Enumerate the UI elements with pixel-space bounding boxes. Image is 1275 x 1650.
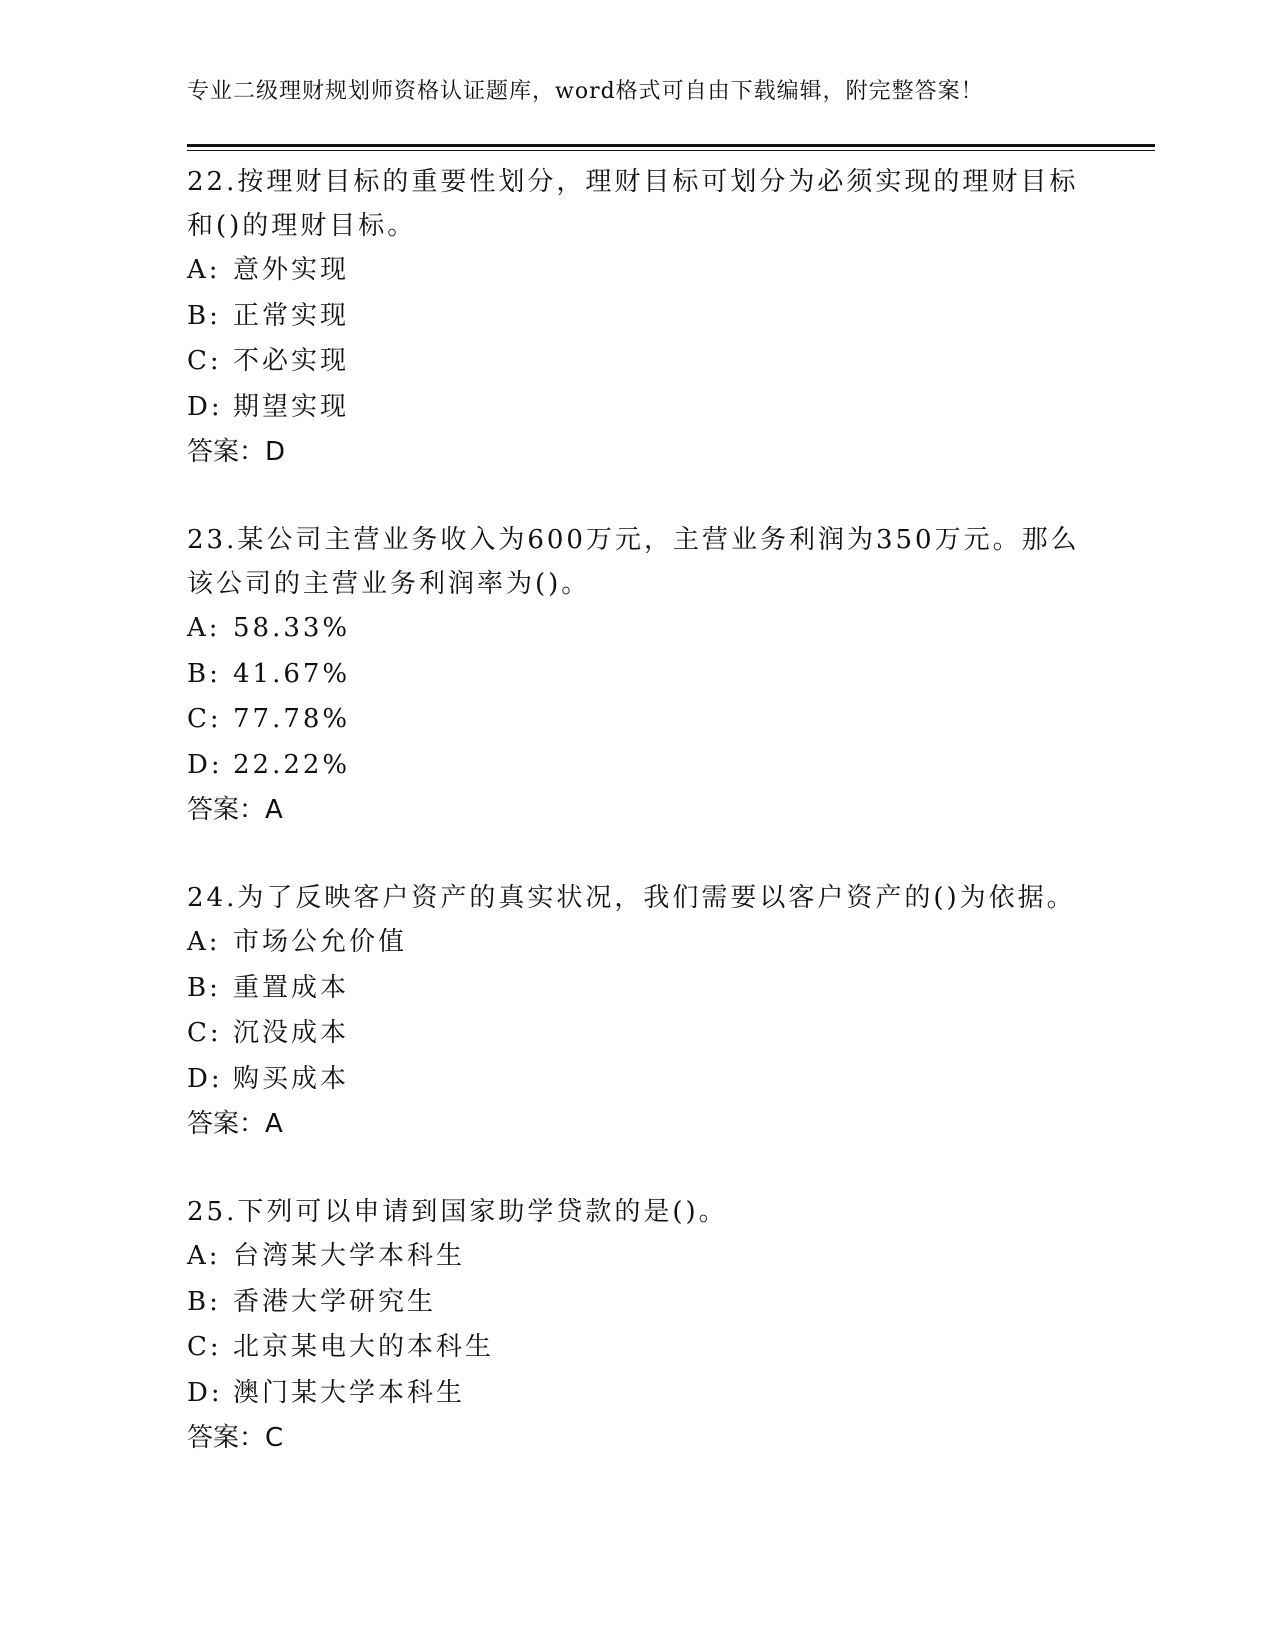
answer-line: 答案：A [187,1109,283,1139]
question-stem: 24.为了反映客户资产的真实状况，我们需要以客户资产的()为依据。 [187,883,1076,913]
option-text: 市场公允价值 [233,927,408,957]
option-b [187,294,1087,340]
option-letter: D: [187,1377,223,1408]
option-c [187,697,1087,743]
option-letter: B: [187,972,221,1003]
answer-line: 答案：C [187,1423,284,1453]
question-25 [187,1190,1087,1461]
answer-line: 答案：A [187,795,283,825]
option-text: 澳门某大学本科生 [233,1377,466,1408]
option-a [187,920,1087,966]
option-letter: B: [187,1286,221,1317]
option-letter: B: [187,300,221,331]
option-text: 北京某电大的本科生 [233,1332,495,1362]
option-d [187,1057,1087,1103]
option-letter: C: [187,346,222,376]
option-text: 购买成本 [233,1063,350,1094]
option-d [187,385,1087,431]
option-text: 41.67% [233,658,351,689]
question-stem: 22.按理财目标的重要性划分，理财目标可划分为必须实现的理财目标和()的理财目标。 [187,167,1079,241]
question-stem: 25.下列可以申请到国家助学贷款的是()。 [187,1197,728,1227]
option-letter: A: [187,613,221,643]
option-letter: A: [187,927,221,957]
option-letter: D: [187,391,223,422]
option-text: 58.33% [233,613,351,643]
question-23 [187,518,1087,833]
option-b [187,1280,1087,1326]
option-letter: C: [187,704,222,734]
header-divider [187,144,1155,151]
option-text: 意外实现 [233,255,350,285]
option-text: 不必实现 [233,346,350,376]
answer-line: 答案：D [187,437,286,467]
option-text: 台湾某大学本科生 [233,1241,466,1271]
option-a [187,606,1087,652]
option-c [187,1325,1087,1371]
option-letter: D: [187,1063,223,1094]
option-b [187,966,1087,1012]
option-a [187,248,1087,294]
option-text: 期望实现 [233,391,350,422]
option-c [187,339,1087,385]
question-24 [187,876,1087,1147]
option-c [187,1011,1087,1057]
option-letter: A: [187,255,221,285]
option-letter: C: [187,1332,222,1362]
question-stem: 23.某公司主营业务收入为600万元，主营业务利润为350万元。那么该公司的主营业务利润率为()。 [187,525,1080,599]
page-header: 专业二级理财规划师资格认证题库，word格式可自由下载编辑，附完整答案！ [187,79,984,104]
option-b [187,652,1087,698]
option-letter: B: [187,658,221,689]
option-text: 重置成本 [233,972,350,1003]
option-letter: A: [187,1241,221,1271]
option-text: 正常实现 [233,300,350,331]
question-22 [187,160,1087,475]
option-d [187,1371,1087,1417]
option-d [187,743,1087,789]
option-text: 沉没成本 [233,1018,350,1048]
option-text: 香港大学研究生 [233,1286,437,1317]
option-letter: C: [187,1018,222,1048]
option-text: 77.78% [233,704,351,734]
option-a [187,1234,1087,1280]
option-text: 22.22% [233,749,351,780]
question-list [187,160,1087,1504]
option-letter: D: [187,749,223,780]
